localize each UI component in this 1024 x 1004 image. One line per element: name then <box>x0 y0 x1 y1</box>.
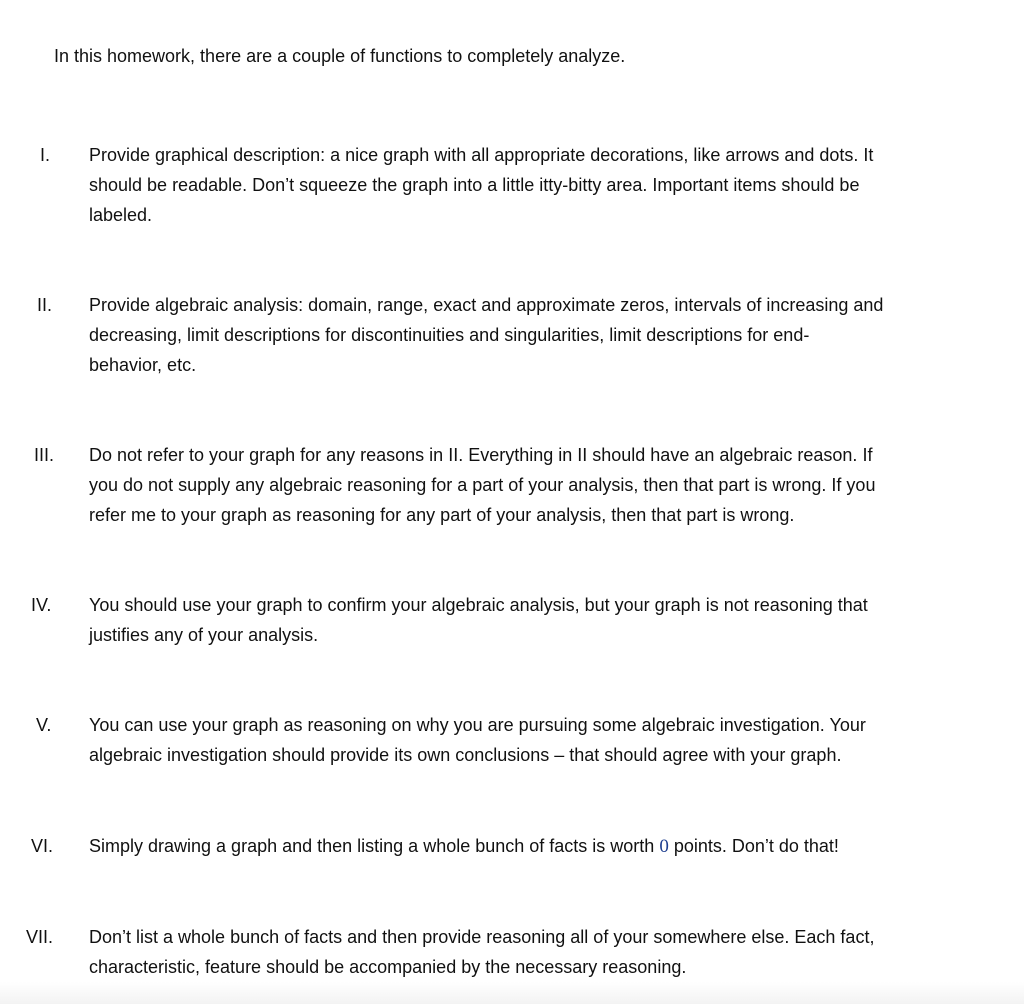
points-value: 0 <box>659 836 669 857</box>
item-line: You should use your graph to confirm your algebraic analysis, but your graph is not reasoning that <box>89 595 868 615</box>
item-text <box>89 290 969 380</box>
item-text <box>89 831 969 862</box>
item-line: behavior, etc. <box>89 355 197 375</box>
roman-numeral: VII. <box>26 927 54 947</box>
item-line: should be readable. Don’t squeeze the graph into a little itty-bitty area. Important items should be <box>89 175 860 195</box>
item-text <box>89 590 969 650</box>
roman-numeral: I. <box>40 145 51 165</box>
roman-numeral: VI. <box>31 836 54 856</box>
item-line: Do not refer to your graph for any reasons in II. Everything in II should have an algebraic reason. If <box>89 445 873 465</box>
item-line: algebraic investigation should provide its own conclusions – that should agree with your graph. <box>89 745 842 765</box>
item-text <box>89 140 969 230</box>
item-line: characteristic, feature should be accompanied by the necessary reasoning. <box>89 957 687 977</box>
item-line: Provide graphical description: a nice graph with all appropriate decorations, like arrows and dots. It <box>89 145 874 165</box>
roman-numeral: IV. <box>31 595 52 615</box>
item-line-start: Simply drawing a graph and then listing a whole bunch of facts is worth <box>89 836 660 856</box>
item-text <box>89 710 969 770</box>
item-line: justifies any of your analysis. <box>89 625 319 645</box>
intro-text: In this homework, there are a couple of functions to completely analyze. <box>54 46 626 66</box>
roman-numeral: II. <box>37 295 53 315</box>
item-line: You can use your graph as reasoning on why you are pursuing some algebraic investigation. Your <box>89 715 866 735</box>
item-text <box>89 922 969 982</box>
item-line: you do not supply any algebraic reasoning for a part of your analysis, then that part is wrong. If you <box>89 475 876 495</box>
item-line-end: points. Don’t do that! <box>668 836 839 856</box>
item-line: refer me to your graph as reasoning for any part of your analysis, then that part is wrong. <box>89 505 795 525</box>
roman-numeral: V. <box>36 715 52 735</box>
item-line: Provide algebraic analysis: domain, range, exact and approximate zeros, intervals of increasing and <box>89 295 884 315</box>
page-bottom-shadow <box>0 982 1024 1004</box>
item-text <box>89 440 969 530</box>
item-line <box>89 831 969 862</box>
item-line: Don’t list a whole bunch of facts and then provide reasoning all of your somewhere else. Each fact, <box>89 927 875 947</box>
item-line: decreasing, limit descriptions for discontinuities and singularities, limit descriptions for end- <box>89 325 810 345</box>
roman-numeral: III. <box>34 445 55 465</box>
item-line: labeled. <box>89 205 153 225</box>
